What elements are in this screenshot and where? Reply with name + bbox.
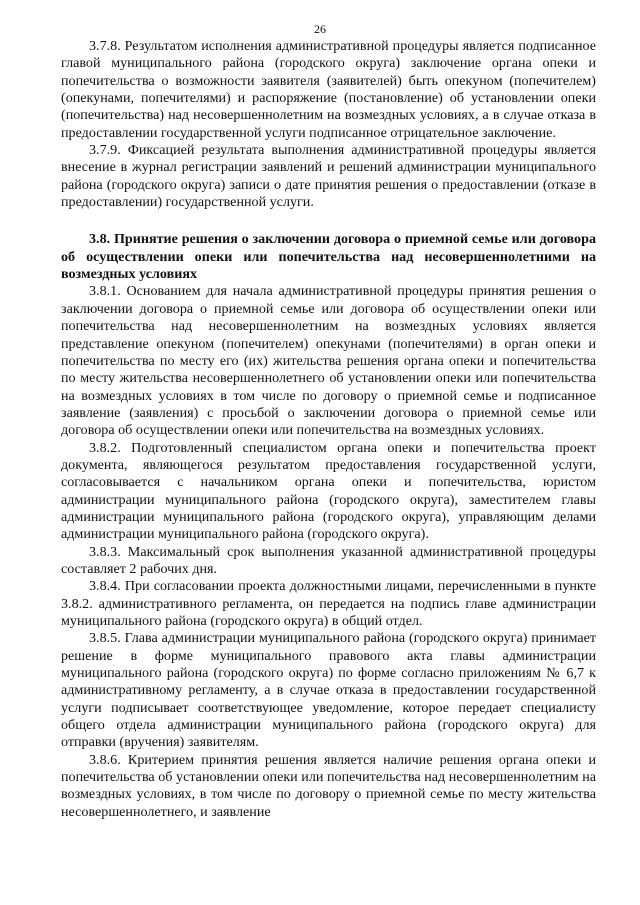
paragraph-3-8-1: 3.8.1. Основанием для начала административной процедуры принятия решения о заключении договора о приемной семье или договора об осуществлении опеки или попечительства над несовершеннолетним на возмездных условиях является представление опекуном (попечителем) опекунами (попечителями) в орган опеки и попечительства по месту его (их) жительства решения органа опеки и попечительства по месту жительства несовершеннолетнего об установлении опеки или попечительства на возмездных условиях в том числе по договору о приемной семье и подписанное заявление (заявления) с просьбой о заключении договора о приемной семье или договора об осуществлении опеки или попечительства на возмездных условиях. — [61, 283, 596, 439]
paragraph-3-8-2: 3.8.2. Подготовленный специалистом органа опеки и попечительства проект документа, являющегося результатом предоставления государственной услуги, согласовывается с начальником органа опеки и попечительства, юристом администрации муниципального района (городского округа), заместителем главы администрации муниципального района (городского округа), управляющим делами администрации муниципального района (городского округа). — [61, 439, 596, 543]
paragraph-3-8-6: 3.8.6. Критерием принятия решения является наличие решения органа опеки и попечительства об установлении опеки или попечительства над несовершеннолетним на возмездных условиях, в том числе по договору о приемной семье по месту жительства несовершеннолетнего, и заявление — [61, 751, 596, 820]
paragraph-3-8-3: 3.8.3. Максимальный срок выполнения указанной административной процедуры составляет 2 рабочих дня. — [61, 543, 596, 577]
paragraph-3-7-8: 3.7.8. Результатом исполнения административной процедуры является подписанное главой муниципального района (городского округа) заключение органа опеки и попечительства о возможности заявителя (заявителей) быть опекуном (попечителем) (опекунами, попечителями) и распоряжение (постановление) об установлении опеки (попечительства) над несовершеннолетним на возмездных условиях, а в случае отказа в предоставлении государственной услуги подписанное отрицательное заключение. — [61, 38, 596, 141]
paragraph-3-7-9: 3.7.9. Фиксацией результата выполнения административной процедуры является внесение в журнал регистрации заявлений и решений администрации муниципального района (городского округа) записи о дате принятия решения о предоставлении (отказе в предоставлении) государственной услуги. — [61, 142, 596, 211]
section-heading-3-8: 3.8. Принятие решения о заключении договора о приемной семье или договора об осуществлении опеки или попечительства над несовершеннолетними на возмездных условиях — [61, 231, 596, 283]
page-number: 26 — [314, 22, 326, 36]
paragraph-3-8-4: 3.8.4. При согласовании проекта должностными лицами, перечисленными в пункте 3.8.2. административного регламента, он передается на подпись главе администрации муниципального района (городского округа) в общий отдел. — [61, 578, 596, 629]
paragraph-3-8-5: 3.8.5. Глава администрации муниципального района (городского округа) принимает решение в форме муниципального правового акта главы администрации муниципального района (городского округа) по форме согласно приложениям № 6,7 к административному регламенту, а в случае отказа в предоставлении государственной услуги подписывает соответствующее уведомление, которое передает специалисту общего отдела администрации муниципального района (городского округа) для отправки (вручения) заявителям. — [61, 630, 596, 751]
document-body — [61, 38, 596, 821]
